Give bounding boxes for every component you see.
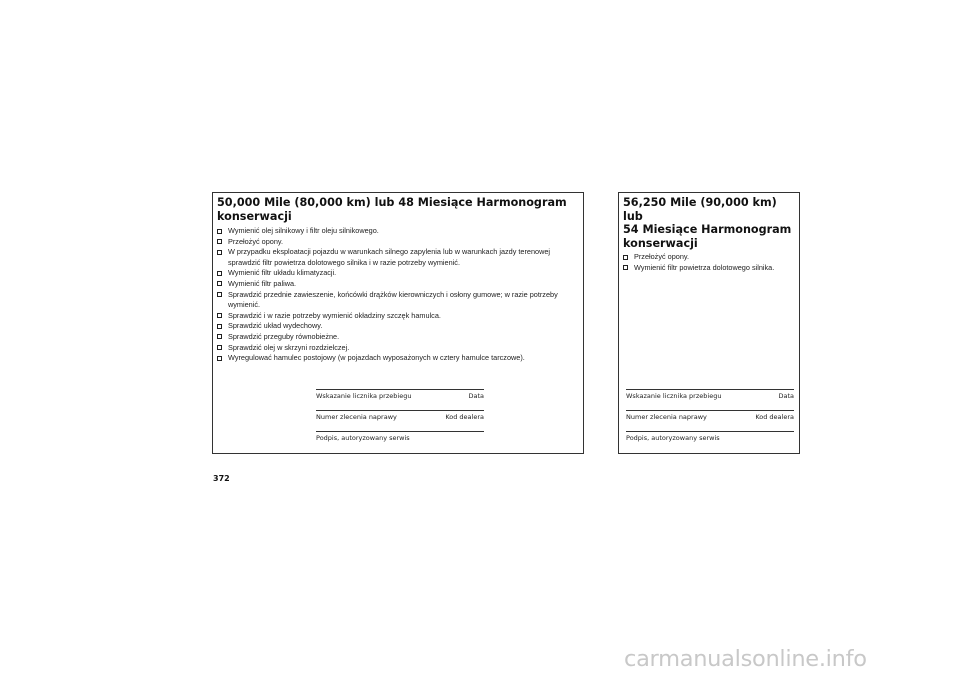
checklist xyxy=(213,226,583,364)
checklist-item: Przełożyć opony. xyxy=(623,252,799,263)
checklist-item: Wymienić filtr paliwa. xyxy=(217,279,583,290)
checkbox-icon[interactable] xyxy=(217,292,222,297)
checkbox-icon[interactable] xyxy=(623,265,628,270)
checkbox-icon[interactable] xyxy=(217,229,222,234)
checklist-item: Sprawdzić przednie zawieszenie, końcówki drążków kierowniczych i osłony gumowe; w razie potrzeby wymienić. xyxy=(217,290,583,311)
signature-row[interactable] xyxy=(316,431,484,452)
page-number: 372 xyxy=(213,474,230,483)
maintenance-title: 50,000 Mile (80,000 km) lub 48 Miesiące Harmonogram konserwacji xyxy=(217,196,567,223)
dealer-code-label: Kod dealera xyxy=(755,413,794,421)
watermark: carmanualsonline.info xyxy=(624,646,867,672)
checkbox-icon[interactable] xyxy=(623,255,628,260)
signature-label: Podpis, autoryzowany serwis xyxy=(316,434,410,442)
date-label: Data xyxy=(468,392,484,400)
checklist-item: Wyregulować hamulec postojowy (w pojazdach wyposażonych w cztery hamulce tarczowe). xyxy=(217,353,583,364)
checkbox-icon[interactable] xyxy=(217,334,222,339)
odometer-date-row[interactable] xyxy=(316,389,484,410)
checklist-item: Wymienić filtr układu klimatyzacji. xyxy=(217,268,583,279)
maintenance-title: 56,250 Mile (90,000 km) lub 54 Miesiące Harmonogram konserwacji xyxy=(623,196,792,250)
repair-order-label: Numer zlecenia naprawy xyxy=(316,413,397,421)
checkbox-icon[interactable] xyxy=(217,281,222,286)
maintenance-box-90000km xyxy=(618,192,800,454)
date-label: Data xyxy=(778,392,794,400)
signature-label: Podpis, autoryzowany serwis xyxy=(626,434,720,442)
checkbox-icon[interactable] xyxy=(217,239,222,244)
dealer-code-label: Kod dealera xyxy=(445,413,484,421)
checkbox-icon[interactable] xyxy=(217,345,222,350)
signature-row[interactable] xyxy=(626,431,794,452)
repair-order-label: Numer zlecenia naprawy xyxy=(626,413,707,421)
checkbox-icon[interactable] xyxy=(217,356,222,361)
checklist-item: Sprawdzić układ wydechowy. xyxy=(217,321,583,332)
checkbox-icon[interactable] xyxy=(217,324,222,329)
checklist xyxy=(619,252,799,273)
checkbox-icon[interactable] xyxy=(217,271,222,276)
checklist-item: Wymienić filtr powietrza dolotowego silnika. xyxy=(623,263,799,274)
checklist-item: Wymienić olej silnikowy i filtr oleju silnikowego. xyxy=(217,226,583,237)
repair-order-row[interactable] xyxy=(316,410,484,431)
signature-block xyxy=(316,389,484,452)
odometer-label: Wskazanie licznika przebiegu xyxy=(626,392,722,400)
odometer-label: Wskazanie licznika przebiegu xyxy=(316,392,412,400)
maintenance-box-80000km xyxy=(212,192,584,454)
checkbox-icon[interactable] xyxy=(217,313,222,318)
checklist-item: Sprawdzić olej w skrzyni rozdzielczej. xyxy=(217,343,583,354)
checklist-item: Sprawdzić i w razie potrzeby wymienić okładziny szczęk hamulca. xyxy=(217,311,583,322)
repair-order-row[interactable] xyxy=(626,410,794,431)
odometer-date-row[interactable] xyxy=(626,389,794,410)
checklist-item: Przełożyć opony. xyxy=(217,237,583,248)
checklist-item: Sprawdzić przeguby równobieżne. xyxy=(217,332,583,343)
signature-block xyxy=(626,389,794,452)
checkbox-icon[interactable] xyxy=(217,250,222,255)
checklist-item: W przypadku eksploatacji pojazdu w warunkach silnego zapylenia lub w warunkach jazdy terenowej sprawdzić filtr powietrza dolotowego silnika i w razie potrzeby wymienić. xyxy=(217,247,583,268)
